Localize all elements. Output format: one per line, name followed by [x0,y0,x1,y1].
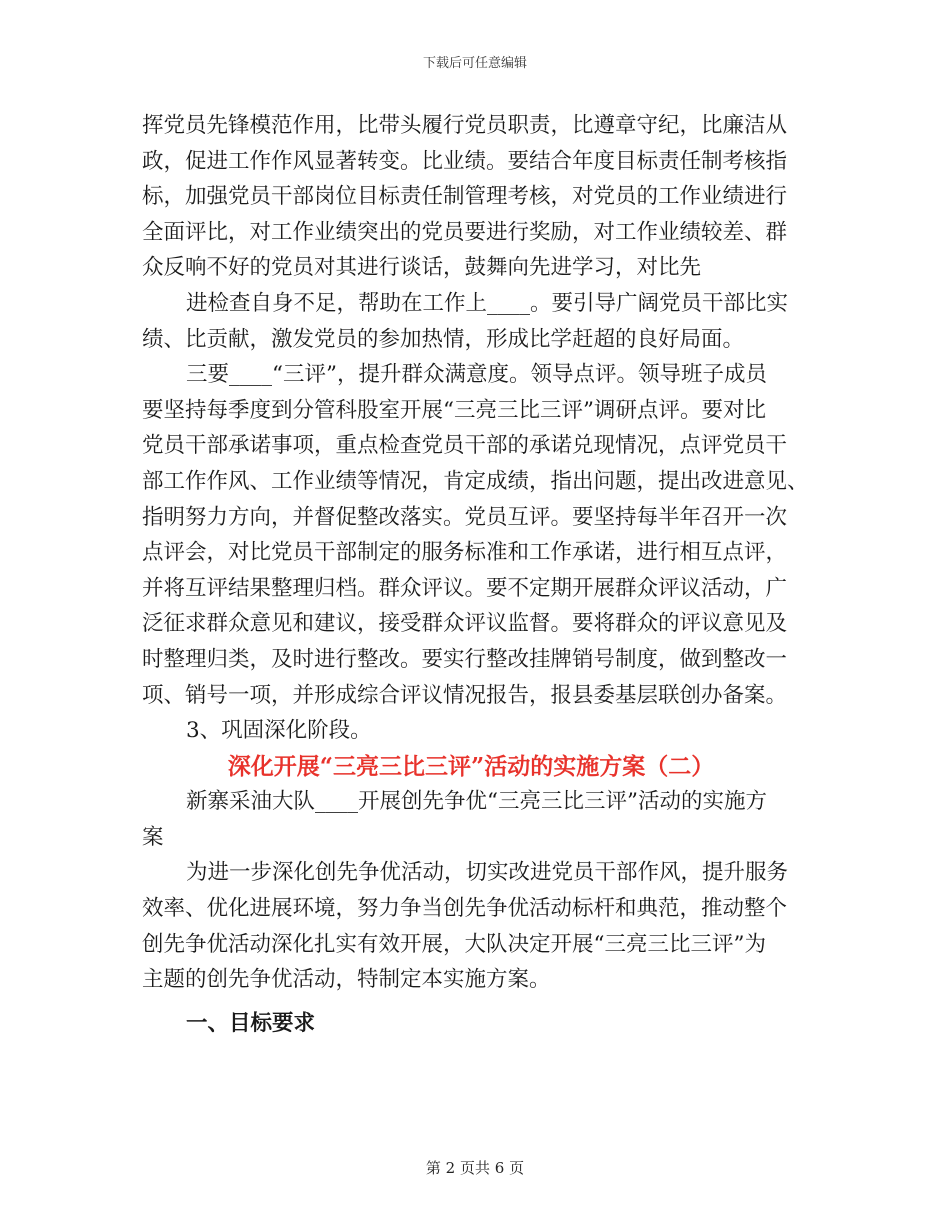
paragraph-line: 全面评比，对工作业绩突出的党员要进行奖励，对工作业绩较差、群 [142,219,788,245]
paragraph-line: 政，促进工作作风显著转变。比业绩。要结合年度目标责任制考核指 [142,148,788,174]
paragraph-line: 案 [142,824,164,850]
paragraph-line: 新寨采油大队____开展创先争优“三亮三比三评”活动的实施方 [186,789,767,815]
paragraph-line: 创先争优活动深化扎实有效开展，大队决定开展“三亮三比三评”为 [142,931,766,957]
paragraph-line: 效率、优化进展环境，努力争当创先争优活动标杆和典范，推动整个 [142,896,788,922]
paragraph-line: 泛征求群众意见和建议，接受群众评议监督。要将群众的评议意见及 [142,611,788,637]
paragraph-line: 众反响不好的党员对其进行谈话，鼓舞向先进学习，对比先 [142,255,702,281]
paragraph-line: 点评会，对比党员干部制定的服务标准和工作承诺，进行相互点评， [142,540,788,566]
paragraph-line: 要坚持每季度到分管科股室开展“三亮三比三评”调研点评。要对比 [142,397,766,423]
document-body [142,108,808,1041]
paragraph-line: 主题的创先争优活动，特制定本实施方案。 [142,967,551,993]
page-header: 下载后可任意编辑 [422,56,527,71]
paragraph-line: 指明努力方向，并督促整改落实。党员互评。要坚持每半年召开一次 [142,504,788,530]
paragraph-line: 并将互评结果整理归档。群众评议。要不定期开展群众评议活动，广 [142,575,788,601]
paragraph-line: 标，加强党员干部岗位目标责任制管理考核，对党员的工作业绩进行 [142,184,788,210]
section-heading: 3、巩固深化阶段。 [186,718,372,744]
paragraph-line: 项、销号一项，并形成综合评议情况报告，报县委基层联创办备案。 [142,682,788,708]
paragraph-line: 三要____“三评”，提升群众满意度。领导点评。领导班子成员 [186,362,767,388]
paragraph-line: 为进一步深化创先争优活动，切实改进党员干部作风，提升服务 [186,860,789,886]
paragraph-line: 绩、比贡献，激发党员的参加热情，形成比学赶超的良好局面。 [142,326,745,352]
page-footer: 第 2 页共 6 页 [425,1159,525,1177]
section-heading: 一、目标要求 [186,1010,316,1036]
paragraph-line: 党员干部承诺事项，重点检查党员干部的承诺兑现情况，点评党员干 [142,433,788,459]
paragraph-line: 进检查自身不足，帮助在工作上____。要引导广阔党员干部比实 [186,290,789,316]
paragraph-line: 挥党员先锋模范作用，比带头履行党员职责，比遵章守纪，比廉洁从 [142,113,788,138]
paragraph-line: 时整理归类，及时进行整改。要实行整改挂牌销号制度，做到整改一 [142,646,788,672]
paragraph-line: 部工作作风、工作业绩等情况，肯定成绩，指出问题，提出改进意见、 [142,468,809,494]
document-title: 深化开展“三亮三比三评”活动的实施方案（二） [227,752,715,780]
